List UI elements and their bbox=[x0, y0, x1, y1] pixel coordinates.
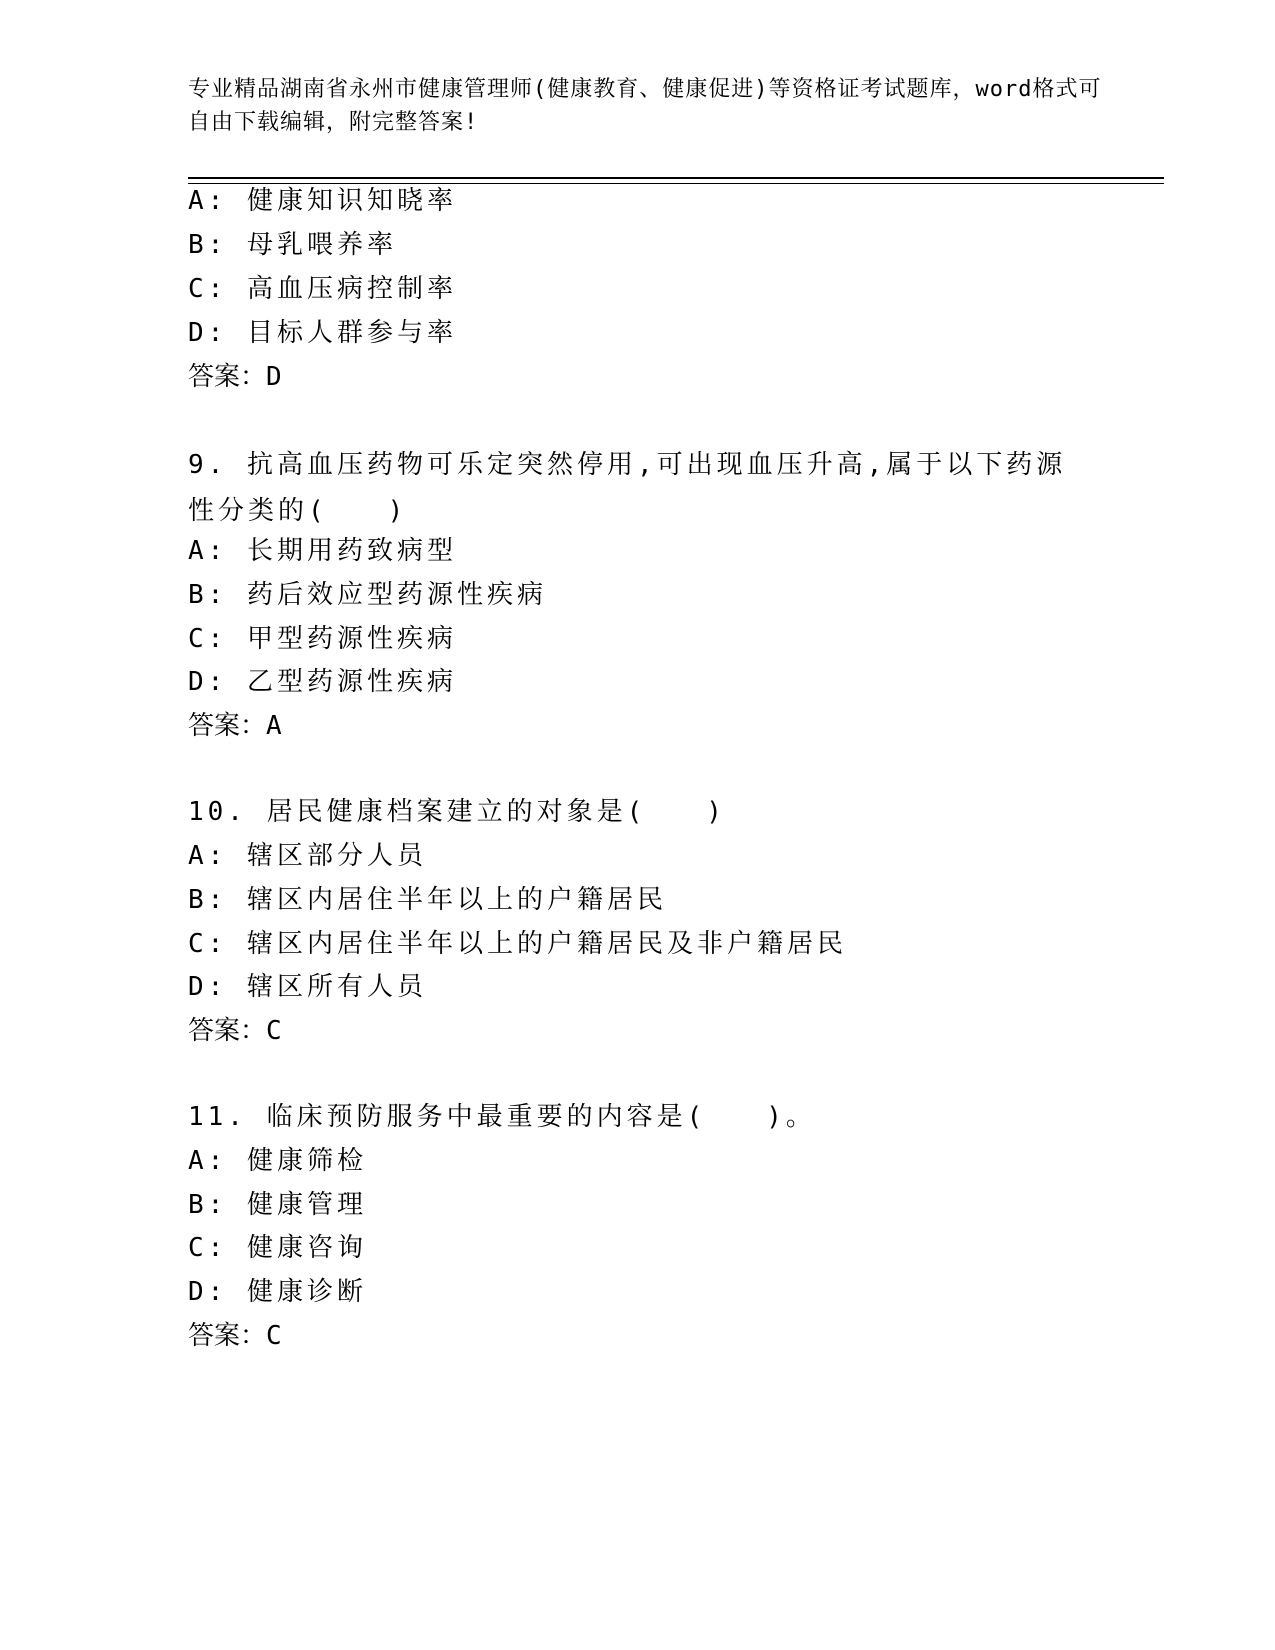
q10-option-a: A: 辖区部分人员 bbox=[188, 841, 427, 871]
q11-answer bbox=[188, 1319, 282, 1353]
answer-label: 答案： bbox=[188, 711, 267, 741]
q10-stem: 10. 居民健康档案建立的对象是( ) bbox=[188, 797, 726, 827]
q8-option-b: B: 母乳喂养率 bbox=[188, 230, 397, 260]
answer-label: 答案： bbox=[188, 1016, 267, 1046]
q8-option-c: C: 高血压病控制率 bbox=[188, 274, 457, 304]
q10-answer bbox=[188, 1014, 282, 1048]
q9-stem: 9. 抗高血压药物可乐定突然停用,可出现血压升高,属于以下药源性分类的( ) bbox=[188, 450, 1067, 526]
answer-value: C bbox=[266, 1321, 282, 1351]
document-header: 专业精品湖南省永州市健康管理师(健康教育、健康促进)等资格证考试题库，word格式可自由下载编辑，附完整答案! bbox=[188, 77, 1102, 135]
q9-option-b: B: 药后效应型药源性疾病 bbox=[188, 580, 547, 610]
q10-option-d: D: 辖区所有人员 bbox=[188, 972, 427, 1002]
q8-answer bbox=[188, 360, 282, 394]
q9-option-a: A: 长期用药致病型 bbox=[188, 536, 457, 566]
q11-option-b: B: 健康管理 bbox=[188, 1190, 367, 1220]
answer-value: C bbox=[266, 1016, 282, 1046]
q10-option-c: C: 辖区内居住半年以上的户籍居民及非户籍居民 bbox=[188, 929, 847, 959]
q8-option-a: A: 健康知识知晓率 bbox=[188, 186, 457, 216]
answer-value: A bbox=[266, 711, 282, 741]
header-divider bbox=[188, 177, 1164, 179]
q9-option-d: D: 乙型药源性疾病 bbox=[188, 667, 457, 697]
q11-option-c: C: 健康咨询 bbox=[188, 1233, 367, 1263]
q9-option-c: C: 甲型药源性疾病 bbox=[188, 624, 457, 654]
answer-label: 答案： bbox=[188, 362, 267, 392]
q11-stem: 11. 临床预防服务中最重要的内容是( )。 bbox=[188, 1102, 816, 1132]
answer-label: 答案： bbox=[188, 1321, 267, 1351]
q11-option-a: A: 健康筛检 bbox=[188, 1146, 367, 1176]
q10-option-b: B: 辖区内居住半年以上的户籍居民 bbox=[188, 885, 667, 915]
answer-value: D bbox=[266, 362, 282, 392]
q11-option-d: D: 健康诊断 bbox=[188, 1277, 367, 1307]
q8-option-d: D: 目标人群参与率 bbox=[188, 318, 457, 348]
q9-answer bbox=[188, 709, 282, 743]
